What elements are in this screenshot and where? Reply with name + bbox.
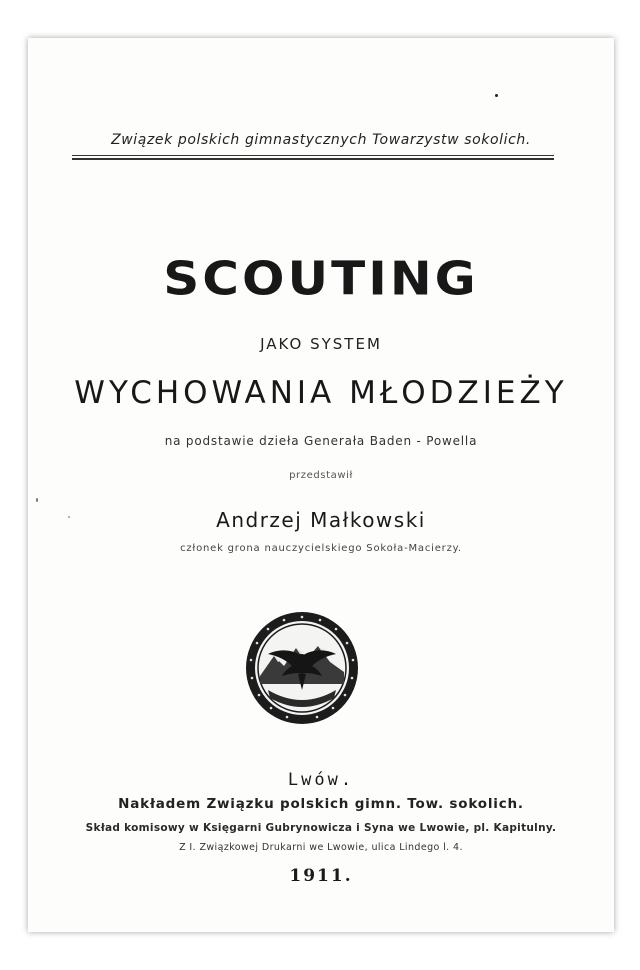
title-page [28, 38, 614, 932]
sokol-eagle-seal-icon [244, 610, 360, 726]
imprint-year: 1911. [289, 866, 353, 886]
presented-by: przedstawił [289, 470, 353, 481]
author-name: Andrzej Małkowski [216, 508, 426, 532]
society-header: Związek polskich gimnastycznych Towarzystw sokolich. [111, 132, 531, 148]
imprint-commission: Skład komisowy w Księgarni Gubrynowicza i Syna we Lwowie, pl. Kapitulny. [85, 822, 557, 834]
basis-line: na podstawie dzieła Generała Baden - Powella [164, 434, 478, 448]
author-affiliation: członek grona nauczycielskiego Sokoła-Macierzy. [180, 543, 462, 554]
subtitle-large: WYCHOWANIA MŁODZIEŻY [74, 375, 568, 411]
header-rule-top [72, 155, 554, 156]
paper-speck [36, 498, 38, 502]
imprint-printer: Z I. Związkowej Drukarni we Lwowie, ulica Lindego l. 4. [179, 842, 463, 853]
book-title: SCOUTING [163, 252, 479, 306]
header-rule-bottom [72, 158, 554, 160]
subtitle-small: JAKO SYSTEM [260, 335, 382, 353]
paper-speck [68, 516, 70, 518]
imprint-publisher: Nakładem Związku polskich gimn. Tow. sokolich. [118, 796, 524, 812]
paper-speck [495, 94, 498, 97]
imprint-city: Lwów. [287, 770, 355, 790]
